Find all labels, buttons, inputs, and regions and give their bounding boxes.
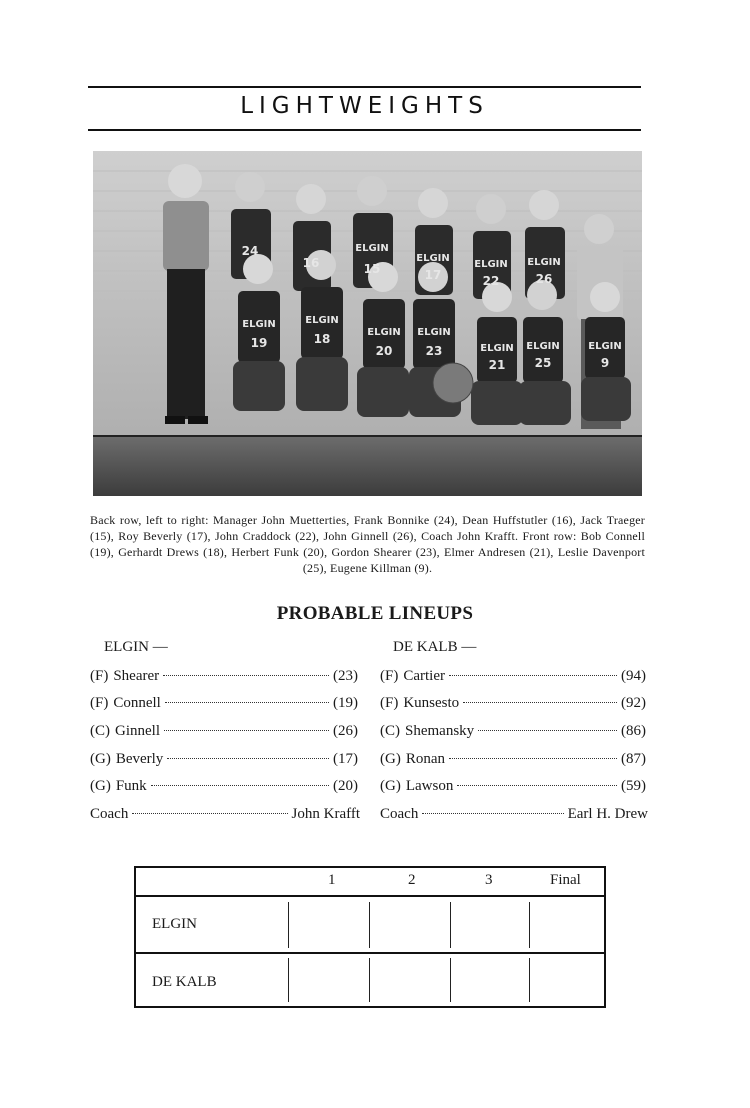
scoreboard-cell-divider <box>450 958 451 1002</box>
scoreboard-cell-divider <box>288 958 289 1002</box>
dot-leader <box>165 702 329 703</box>
player-number: (20) <box>333 778 358 794</box>
scoreboard-cell-divider <box>288 902 289 948</box>
lineup-row <box>380 751 646 773</box>
dot-leader <box>449 675 617 676</box>
dot-leader <box>463 702 617 703</box>
player-number: (87) <box>621 751 646 767</box>
scoreboard-team-dekalb: DE KALB <box>152 974 217 990</box>
position: (C) <box>90 723 110 739</box>
lineup-row <box>380 695 646 717</box>
position: (F) <box>380 695 399 711</box>
dot-leader <box>478 730 617 731</box>
dekalb-team-label: DE KALB — <box>393 639 477 655</box>
elgin-team-label: ELGIN — <box>104 639 168 655</box>
dot-leader <box>449 758 617 759</box>
player-number: (94) <box>621 668 646 684</box>
dot-leader <box>164 730 329 731</box>
player-name: Kunsesto <box>403 695 460 711</box>
scoreboard-column-header: Final <box>550 872 581 888</box>
player-name: Connell <box>113 695 161 711</box>
jersey-label: ELGIN <box>474 259 508 270</box>
coach-name: John Krafft <box>291 806 360 822</box>
jersey-number: 21 <box>488 358 506 372</box>
coach-row <box>90 806 360 828</box>
jersey-number: 15 <box>363 262 381 276</box>
lineup-row <box>380 778 646 800</box>
position: (G) <box>90 751 111 767</box>
jersey-number: 20 <box>375 344 393 358</box>
player-number: (59) <box>621 778 646 794</box>
jersey-number: 17 <box>424 268 442 282</box>
player-name: Beverly <box>115 751 164 767</box>
lineups-heading: PROBABLE LINEUPS <box>276 603 474 624</box>
coach-label: Coach <box>380 806 419 822</box>
jersey-label: ELGIN <box>588 341 622 352</box>
player-number: (19) <box>333 695 358 711</box>
jersey-number: 9 <box>600 356 610 370</box>
scoreboard-column-header: 3 <box>485 872 493 888</box>
dot-leader <box>132 813 287 814</box>
scoreboard-cell-divider <box>450 902 451 948</box>
player-number: (17) <box>333 751 358 767</box>
position: (F) <box>380 668 399 684</box>
jersey-label: ELGIN <box>367 327 401 338</box>
jersey-number: 26 <box>535 272 553 286</box>
jersey-number: 23 <box>425 344 443 358</box>
position: (F) <box>90 668 109 684</box>
dot-leader <box>457 785 617 786</box>
player-number: (92) <box>621 695 646 711</box>
jersey-number: 24 <box>241 244 259 258</box>
coach-row <box>380 806 648 828</box>
jersey-number: 16 <box>302 256 320 270</box>
position: (G) <box>90 778 111 794</box>
jersey-label: ELGIN <box>416 253 450 264</box>
basketball <box>433 363 473 403</box>
scoreboard-team-elgin: ELGIN <box>152 916 197 932</box>
lineup-row <box>90 778 358 800</box>
scoreboard-cell-divider <box>369 902 370 948</box>
page-title: LIGHTWEIGHTS <box>240 93 489 119</box>
jersey-label: ELGIN <box>527 257 561 268</box>
scoreboard-cell-divider <box>529 902 530 948</box>
jersey-number: 18 <box>313 332 331 346</box>
lineup-row <box>90 751 358 773</box>
dot-leader <box>422 813 563 814</box>
player-number: (26) <box>333 723 358 739</box>
position: (C) <box>380 723 400 739</box>
jersey-number: 19 <box>250 336 268 350</box>
scoreboard-row-rule <box>136 952 604 954</box>
jersey-label: ELGIN <box>480 343 514 354</box>
position: (G) <box>380 751 401 767</box>
jersey-label: ELGIN <box>305 315 339 326</box>
position: (F) <box>90 695 109 711</box>
lineup-row <box>380 668 646 690</box>
player-name: Ginnell <box>115 723 160 739</box>
lineup-row <box>380 723 646 745</box>
scoreboard-column-header: 1 <box>328 872 336 888</box>
player-number: (23) <box>333 668 358 684</box>
title-top-rule <box>88 86 641 88</box>
jersey-label: ELGIN <box>526 341 560 352</box>
player-number: (86) <box>621 723 646 739</box>
team-photo <box>93 151 642 496</box>
lineup-row <box>90 668 358 690</box>
team-photo-illustration <box>93 151 642 496</box>
jersey-label: ELGIN <box>417 327 451 338</box>
title-bottom-rule <box>88 129 641 131</box>
dot-leader <box>151 785 329 786</box>
dot-leader <box>163 675 329 676</box>
scoreboard-table <box>134 866 606 1008</box>
coach-name: Earl H. Drew <box>567 806 648 822</box>
player-name: Shearer <box>113 668 160 684</box>
scoreboard-header-rule <box>136 895 604 897</box>
player-name: Ronan <box>405 751 445 767</box>
scoreboard-column-header: 2 <box>408 872 416 888</box>
player-name: Shemansky <box>405 723 475 739</box>
jersey-label: ELGIN <box>242 319 276 330</box>
jersey-number: 25 <box>534 356 552 370</box>
photo-caption: Back row, left to right: Manager John Muetterties, Frank Bonnike (24), Dean Huffstutler (16), Jack Traeger (15), Roy Beverly (17), John Craddock (22), John Ginnell (26), Coach John Krafft. Front row: Bob Connell (19), Gerhardt Drews (18), Herbert Funk (20), Gordon Shearer (23), Elmer Andresen (21), Leslie Davenport (25), Eugene Killman (9). <box>90 513 645 575</box>
lineup-row <box>90 723 358 745</box>
position: (G) <box>380 778 401 794</box>
lineup-row <box>90 695 358 717</box>
player-name: Lawson <box>405 778 454 794</box>
dot-leader <box>167 758 329 759</box>
jersey-label: ELGIN <box>355 243 389 254</box>
player-name: Cartier <box>403 668 445 684</box>
scoreboard-cell-divider <box>369 958 370 1002</box>
scoreboard-cell-divider <box>529 958 530 1002</box>
jersey-number: 22 <box>482 274 500 288</box>
coach-label: Coach <box>90 806 129 822</box>
player-name: Funk <box>115 778 147 794</box>
